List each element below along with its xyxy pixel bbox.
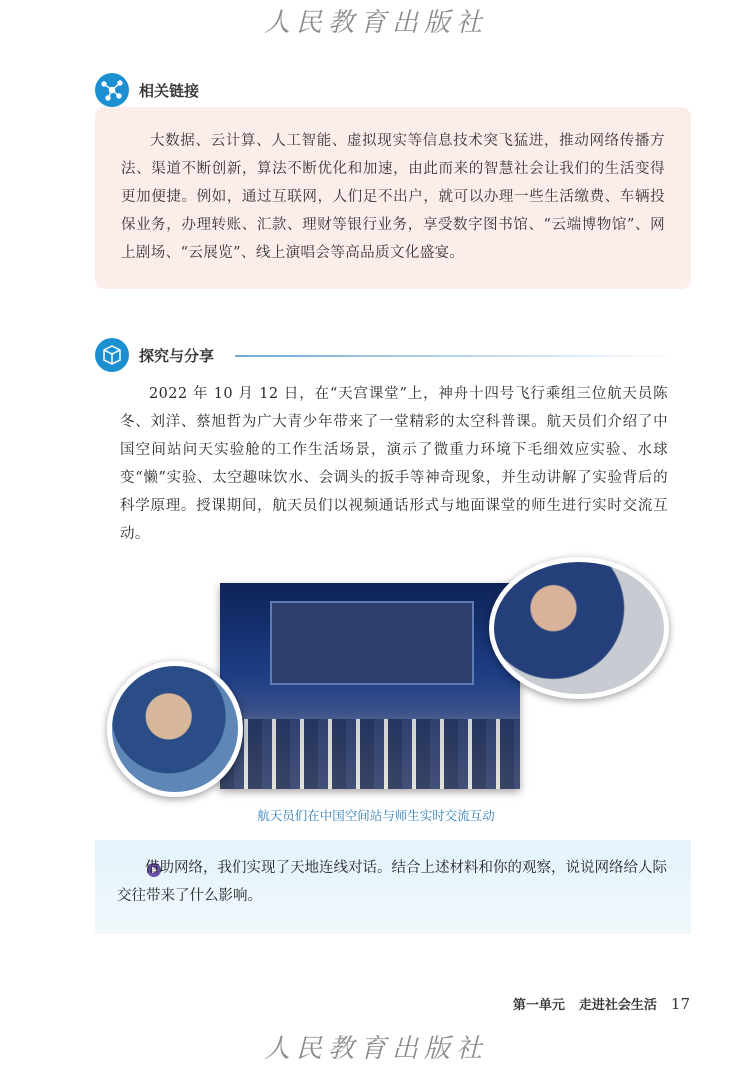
explore-share-title: 探究与分享 (139, 346, 215, 365)
related-links-title: 相关链接 (139, 81, 200, 100)
network-icon (95, 73, 129, 107)
explore-body-text: 2022 年 10 月 12 日，在“天宫课堂”上，神舟十四号飞行乘组三位航天员陈冬、刘洋、蔡旭哲为广大青少年带来了一堂精彩的太空科普课。航天员们介绍了中国空间站问天实验舱的工作生活场景，演示了微重力环境下毛细效应实验、水球变“懒”实验、太空趣味饮水、会调头的扳手等神奇现象，并生动讲解了实验背后的科学原理。授课期间，航天员们以视频通话形式与地面课堂的师生进行实时交流互动。 (120, 386, 668, 542)
related-links-text: 大数据、云计算、人工智能、虚拟现实等信息技术突飞猛进，推动网络传播方法、渠道不断创新，算法不断优化和加速，由此而来的智慧社会让我们的生活变得更加便捷。例如，通过互联网，人们足不出户，就可以办理一些生活缴费、车辆投保业务，办理转账、汇款、理财等银行业务，享受数字图书馆、“云端博物馆”、网上剧场、“云展览”、线上演唱会等高品质文化盛宴。 (121, 133, 665, 261)
explore-share-header (95, 338, 214, 372)
page-footer (513, 994, 690, 1013)
footer-unit-title: 走进社会生活 (578, 998, 657, 1013)
classroom-photo (220, 583, 520, 789)
related-links-box (95, 107, 691, 289)
page-number: 17 (670, 995, 690, 1013)
cube-icon (95, 338, 129, 372)
footer-unit: 第一单元 (512, 998, 565, 1013)
student-audience (220, 719, 520, 789)
related-links-header (95, 73, 199, 107)
astronaut-inset-left (107, 661, 243, 797)
publisher-watermark-top: 人民教育出版社 (263, 8, 488, 38)
section-divider (235, 355, 675, 357)
publisher-watermark-bottom: 人民教育出版社 (263, 1034, 488, 1064)
astronaut-inset-right (489, 557, 669, 699)
question-text: 借助网络，我们实现了天地连线对话。结合上述材料和你的观察，说说网络给人际交往带来了什么影响。 (117, 860, 667, 904)
question-box (95, 840, 691, 934)
video-screen (270, 601, 474, 685)
photo-caption: 航天员们在中国空间站与师生实时交流互动 (257, 808, 495, 823)
